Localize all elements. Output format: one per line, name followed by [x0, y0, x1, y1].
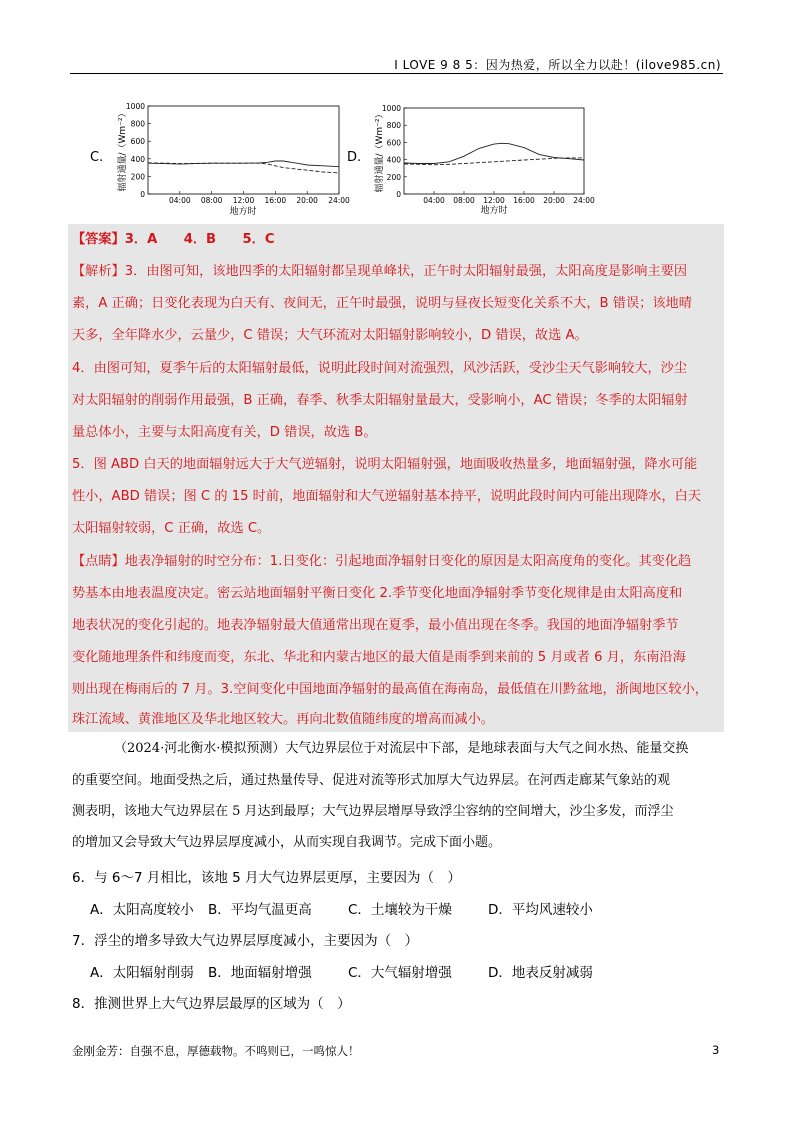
analysis-line: 太阳辐射较弱，C 正确，故选 C。 [72, 521, 271, 536]
tip-line: 地表状况的变化引起的。地表净辐射最大值通常出现在夏季，最小值出现在冬季。我国的地面净辐射季节 [72, 618, 679, 633]
x-tick-label: 08:00 [200, 196, 223, 205]
analysis-line: 性小，ABD 错误；图 C 的 15 时前，地面辐射和大气逆辐射基本持平，说明此段时间内可能出现降水，白天 [72, 489, 702, 504]
y-tick-label: 1000 [125, 102, 145, 111]
x-tick-label: 16:00 [264, 196, 287, 205]
x-tick-label: 12:00 [483, 196, 505, 205]
x-tick-label: 24:00 [328, 196, 350, 205]
x-tick-label: 20:00 [296, 196, 318, 205]
option-a[interactable]: A．太阳辐射削弱 [90, 965, 194, 981]
y-tick-label: 0 [140, 190, 145, 199]
chart-d-frame [404, 108, 584, 194]
chart-d-y-label: 辐射通量/（Wm⁻²） [375, 109, 385, 193]
option-b[interactable]: B．平均气温更高 [208, 902, 312, 918]
analysis-line: 对太阳辐射的削弱作用最强，B 正确，春季、秋季太阳辐射量最大，受影响小，AC 错误；冬季的太阳辐射 [72, 393, 688, 408]
option-a[interactable]: A．太阳高度较小 [90, 902, 194, 918]
y-tick-label: 400 [386, 155, 401, 165]
option-d[interactable]: D．地表反射减弱 [488, 965, 593, 981]
analysis-line: 5．图 ABD 白天的地面辐射远大于大气逆辐射，说明太阳辐射强，地面吸收热量多，地面辐射强，降水可能 [72, 457, 698, 472]
tip-line: 【点睛】地表净辐射的时空分布：1.日变化：引起地面净辐射日变化的原因是太阳高度角的变化。其变化趋 [72, 554, 692, 569]
chart-d-y-ticks [382, 104, 407, 199]
tip-line: 珠江流域、黄淮地区及华北地区较大。再向北数值随纬度的增高而减小。 [72, 712, 494, 727]
chart-c-y-label: 辐射通量/（Wm⁻²） [118, 108, 128, 192]
y-tick-label: 400 [130, 154, 145, 164]
y-tick-label: 200 [130, 172, 145, 182]
x-tick-label: 12:00 [232, 196, 255, 205]
x-tick-label: 20:00 [543, 196, 565, 205]
chart-d [370, 100, 610, 218]
chart-c-x-label: 地方时 [229, 207, 257, 217]
stem-line: 的增加又会导致大气边界层厚度减小，从而实现自我调节。完成下面小题。 [72, 835, 502, 850]
x-tick-label: 16:00 [513, 196, 535, 205]
analysis-line: 素，A 正确；日变化表现为白天有、夜间无，正午时最强，说明与昼夜长短变化关系不大，B 错误；该地晴 [72, 296, 692, 311]
stem-line: 测表明，该地大气边界层在 5 月达到最厚；大气边界层增厚导致浮尘容纳的空间增大，沙尘多发，而浮尘 [72, 804, 674, 819]
y-tick-label: 200 [386, 172, 401, 182]
y-tick-label: 800 [386, 121, 401, 131]
question-7-stem: 7．浮尘的增多导致大气边界层厚度减小，主要因为（ ） [72, 933, 419, 949]
analysis-line: 【解析】3．由图可知，该地四季的太阳辐射都呈现单峰状，正午时太阳辐射最强，太阳高度是影响主要因 [72, 264, 688, 279]
option-b[interactable]: B．地面辐射增强 [208, 965, 312, 981]
tip-line: 势基本由地表温度决定。密云站地面辐射平衡日变化 2.季节变化地面净辐射季节变化规律是由太阳高度和 [72, 586, 683, 601]
header-rule [70, 73, 723, 74]
question-8-stem: 8．推测世界上大气边界层最厚的区域为（ ） [72, 996, 351, 1012]
question-6-stem: 6．与 6～7 月相比，该地 5 月大气边界层更厚，主要因为（ ） [72, 870, 462, 886]
x-tick-label: 08:00 [453, 196, 475, 205]
footer-motto: 金刚金芳：自强不息，厚德载物。不鸣则已，一鸣惊人！ [72, 1044, 360, 1058]
stem-line: （2024·河北衡水·模拟预测）大气边界层位于对流层中下部，是地球表面与大气之间水热、能量交换 [114, 741, 689, 756]
page-number: 3 [712, 1043, 720, 1057]
chart-c-label: C. [90, 150, 104, 165]
chart-c-y-ticks [126, 102, 151, 199]
chart-c-series [148, 161, 339, 173]
x-tick-label: 04:00 [423, 196, 445, 205]
chart-c-frame [148, 106, 339, 194]
option-c[interactable]: C．大气辐射增强 [348, 965, 452, 981]
chart-d-x-label: 地方时 [480, 206, 508, 216]
tip-line: 则出现在梅雨后的 7 月。3.空间变化中国地面净辐射的最高值在海南岛，最低值在川黔盆地，浙闽地区较小， [72, 682, 708, 697]
y-tick-label: 600 [386, 138, 401, 148]
series-line-solid [404, 143, 584, 163]
y-tick-label: 600 [130, 137, 145, 147]
x-tick-label: 24:00 [573, 196, 595, 205]
analysis-line: 量总体小，主要与太阳高度有关，D 错误，故选 B。 [72, 425, 377, 440]
tip-line: 变化随地理条件和纬度而变，东北、华北和内蒙古地区的最大值是雨季到来前的 5 月或者 6 月，东南沿海 [72, 650, 686, 665]
y-tick-label: 0 [396, 190, 401, 199]
question-6-options [90, 898, 618, 918]
option-d[interactable]: D．平均风速较小 [488, 902, 593, 918]
x-tick-label: 04:00 [169, 196, 191, 205]
answer-line: 【答案】3．A 4．B 5．C [72, 232, 275, 247]
analysis-line: 4．由图可知，夏季午后的太阳辐射最低，说明此段时间对流强烈，风沙活跃，受沙尘天气影响较大，沙尘 [72, 361, 688, 376]
chart-d-x-ticks [423, 191, 595, 205]
chart-c-x-ticks [169, 191, 350, 205]
chart-c [112, 98, 352, 218]
series-line-solid [148, 161, 339, 167]
page-header: I LOVE 9 8 5：因为热爱，所以全力以赴！(ilove985.cn) [394, 58, 721, 72]
chart-d-label: D. [347, 150, 362, 165]
y-tick-label: 800 [130, 119, 145, 129]
chart-d-series [404, 143, 584, 165]
stem-line: 的重要空间。地面受热之后，通过热量传导、促进对流等形式加厚大气边界层。在河西走廊某气象站的观 [72, 773, 671, 788]
y-tick-label: 1000 [381, 104, 401, 113]
question-7-options [90, 961, 618, 981]
option-c[interactable]: C．土壤较为干燥 [348, 902, 452, 918]
analysis-line: 天多，全年降水少，云量少，C 错误；大气环流对太阳辐射影响较小，D 错误，故选 A。 [72, 328, 588, 343]
